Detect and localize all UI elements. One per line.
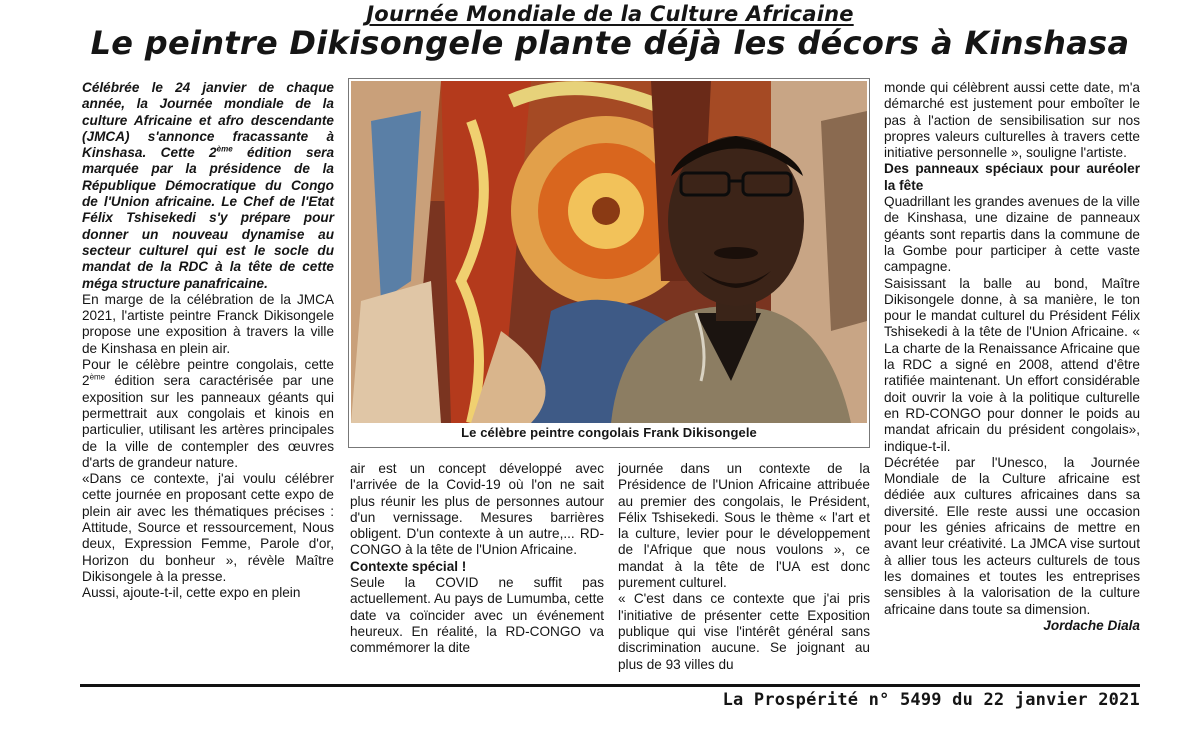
paragraph: Aussi, ajoute-t-il, cette expo en plein — [82, 585, 301, 601]
column-3 — [618, 461, 870, 673]
painting-and-portrait-illustration — [351, 81, 867, 423]
paragraph: monde qui célèbrent aussi cette date, m'a démarché est justement pour emboîter le pas à l'action de sensibilisation sur nos propres valeurs culturelles à travers cette initiative personnelle », souligne l'artiste. — [884, 80, 1140, 161]
subheading-panneaux: Des panneaux spéciaux pour auréoler la fête — [884, 161, 1140, 193]
paragraph: Pour le célèbre peintre congolais, cette 2ème édition sera caractérisée par une exposition sur les panneaux géants qui permettrait aux congolais et kinois en particulier, utilisant les artères principales de la ville de contempler des œuvres d'arts de grandeur nature. — [82, 357, 334, 470]
lead-paragraph: Célébrée le 24 janvier de chaque année, la Journée mondiale de la culture Africaine et afro descendante (JMCA) s'annonce fracassante à Kinshasa. Cette 2ème édition sera marquée par la présidence de la République Démocratique du Congo de l'Union africaine. Le Chef de l'Etat Félix Tshisekedi s'y prépare pour donner un nouveau dynamise au secteur culturel qui est le socle du mandat de la RDC à la tête de cette méga structure panafricaine. — [82, 80, 335, 291]
subheading-contexte-special: Contexte spécial ! — [350, 558, 467, 574]
paragraph: Quadrillant les grandes avenues de la ville de Kinshasa, une dizaine de panneaux géants sont repartis dans la commune de la Gombe pour participer à cette vaste campagne. — [884, 194, 1140, 275]
artist-photo — [348, 78, 870, 448]
section-kicker: Journée Mondiale de la Culture Africaine — [366, 2, 854, 26]
photo-image — [351, 81, 867, 423]
column-2 — [350, 461, 604, 657]
paragraph: « C'est dans ce contexte que j'ai pris l'initiative de présenter cette Exposition publique qui vise l'intérêt général sans discrimination aucune. Se joignant au plus de 93 villes du — [618, 591, 870, 672]
paragraph: Décrétée par l'Unesco, la Journée Mondiale de la Culture africaine est dédiée aux cultures africaines dans sa diversité. Elle reste aussi une occasion pour les génies africains de mettre en avant leur créativité. La JMCA vise surtout à allier tous les acteurs culturels de tous les domaines et toutes les entreprises sensibles à la valorisation de la culture africaine dans toute sa dimension. — [884, 454, 1140, 617]
paragraph: Seule la COVID ne suffit pas actuellement. Au pays de Lumumba, cette date va coïncider avec un événement heureux. En réalité, la RD-CONGO va commémorer la dite — [350, 575, 604, 656]
author-signature: Jordache Diala — [1043, 617, 1140, 633]
paragraph: air est un concept développé avec l'arrivée de la Covid-19 où l'on ne sait plus réunir les plus de personnes autour d'un vernissage. Mesures barrières obligent. D'un contexte à un autre,... RD-CONGO à la tête de l'Union Africaine. — [350, 461, 604, 558]
column-4 — [884, 80, 1140, 634]
paragraph: «Dans ce contexte, j'ai voulu célébrer cette journée en proposant cette expo de plein air avec les thématiques précises : Attitude, Source et ressourcement, Nous deux, Expression Femme, Parole d'or, Horizon du bonheur », révèle Maître Dikisongele à la presse. — [82, 471, 334, 584]
photo-caption: Le célèbre peintre congolais Frank Dikisongele — [461, 425, 757, 440]
publication-citation: La Prospérité n° 5499 du 22 janvier 2021 — [722, 690, 1140, 710]
paragraph: En marge de la célébration de la JMCA 2021, l'artiste peintre Franck Dikisongele propose une exposition à travers la ville de Kinshasa en plein air. — [82, 291, 334, 356]
footer-rule — [80, 684, 1140, 687]
paragraph: Saisissant la balle au bond, Maître Dikisongele donne, à sa manière, le ton pour le mandat culturel du Président Félix Tshisekedi à la tête de l'Union Africaine. « La charte de la Renaissance Africaine que la RDC a signé en 2008, attend d'être ratifiée maintenant. Un effort considérable doit ouvrir la voie à la politique culturelle en RD-CONGO pour donner le poids au mandat africain du président congolais», indique-t-il. — [884, 275, 1140, 454]
article-headline: Le peintre Dikisongele plante déjà les décors à Kinshasa — [90, 24, 1130, 62]
column-1 — [82, 80, 334, 602]
paragraph: journée dans un contexte de la Présidence de l'Union Africaine attribuée au premier des congolais, le Président, Félix Tshisekedi. Sous le thème « l'art et la culture, levier pour le développement de l'Afrique que nous voulons », ce mandat à la tête de l'UA est donc purement culturel. — [618, 461, 870, 591]
